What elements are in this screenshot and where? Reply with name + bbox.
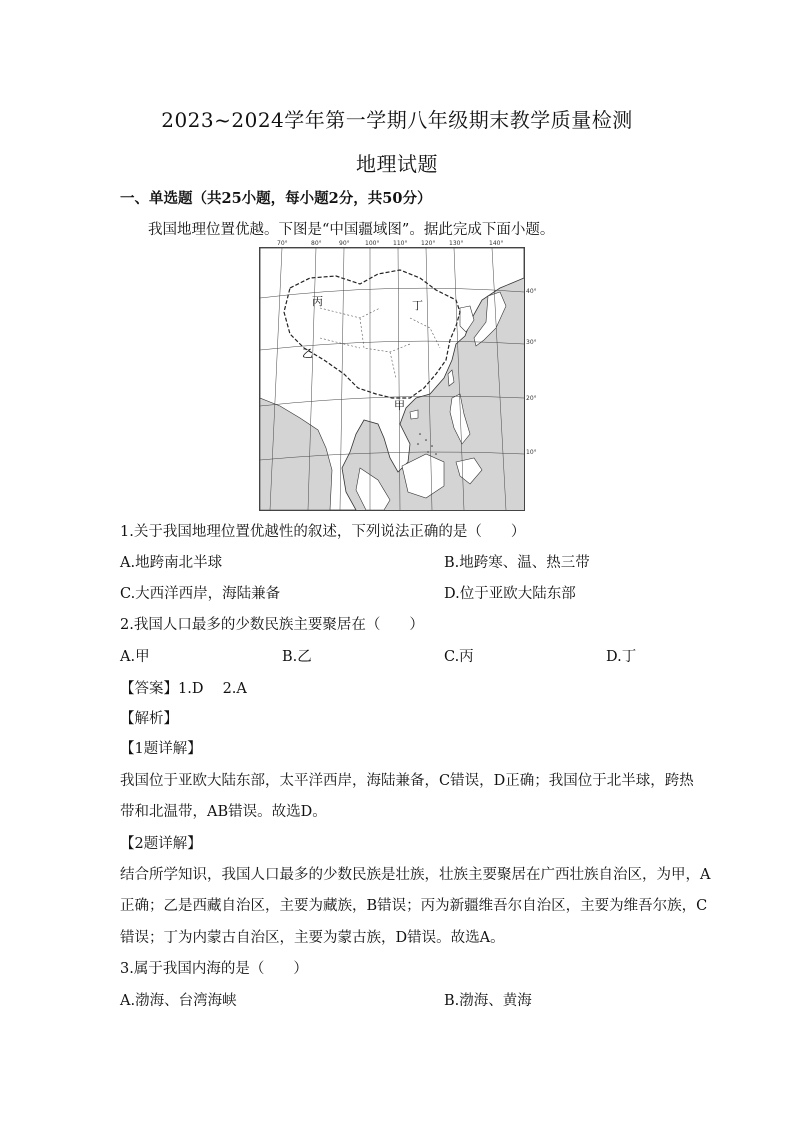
region-label-jia: 甲 [394,399,405,412]
region-label-bing: 丙 [312,295,323,308]
q1-option-d: D.位于亚欧大陆东部 [444,586,576,602]
q1-option-c: C.大西洋西岸，海陆兼备 [120,586,281,602]
lon-label: 100° [365,240,380,247]
detail-1-heading: 【1题详解】 [120,741,202,757]
analysis-heading: 【解析】 [120,711,178,727]
intro-text: 我国地理位置优越。下图是“中国疆域图”。据此完成下面小题。 [148,222,555,238]
lat-label: 40° [526,288,537,295]
detail-2-line-1: 结合所学知识，我国人口最多的少数民族是壮族，壮族主要聚居在广西壮族自治区，为甲，A [120,867,711,883]
section-heading: 一、单选题（共25小题，每小题2分，共50分） [120,190,432,207]
detail-2-heading: 【2题详解】 [120,836,202,852]
page-title: 2023~2024学年第一学期八年级期末教学质量检测 [161,108,633,132]
lon-label: 130° [449,240,464,247]
q1-option-b: B.地跨寒、温、热三带 [444,555,590,571]
q1-option-a: A.地跨南北半球 [120,555,223,571]
map-latitude-labels [526,247,546,509]
region-label-ding: 丁 [412,299,423,312]
lon-label: 80° [311,240,322,247]
q2-option-c: C.丙 [444,649,474,665]
detail-1-line-2: 带和北温带，AB错误。故选D。 [120,804,327,820]
q2-option-b: B.乙 [282,649,312,665]
q2-stem: 2.我国人口最多的少数民族主要聚居在（ ） [120,617,424,633]
map-drawing [260,248,524,510]
lon-label: 120° [421,240,436,247]
lon-label: 140° [489,240,504,247]
lon-label: 110° [393,240,408,247]
page-subtitle: 地理试题 [356,152,438,176]
q2-option-a: A.甲 [120,649,150,665]
detail-2-line-2: 正确；乙是西藏自治区，主要为藏族，B错误；丙为新疆维吾尔自治区，主要为维吾尔族，C [120,898,708,914]
answer-line: 【答案】1.D 2.A [120,681,247,697]
china-territory-map [259,247,525,511]
q3-option-b: B.渤海、黄海 [444,993,532,1009]
detail-2-line-3: 错误；丁为内蒙古自治区，主要为蒙古族，D错误。故选A。 [120,930,505,946]
lat-label: 30° [526,339,537,346]
q1-stem: 1.关于我国地理位置优越性的叙述，下列说法正确的是（ ） [120,524,526,540]
q2-option-d: D.丁 [606,649,637,665]
lat-label: 20° [526,395,537,402]
detail-1-line-1: 我国位于亚欧大陆东部，太平洋西岸，海陆兼备，C错误，D正确；我国位于北半球，跨热 [120,773,694,789]
lon-label: 90° [339,240,350,247]
lon-label: 70° [277,240,288,247]
q3-stem: 3.属于我国内海的是（ ） [120,961,308,977]
lat-label: 10° [526,449,537,456]
region-label-yi: 乙 [302,347,313,360]
q3-option-a: A.渤海、台湾海峡 [120,993,237,1009]
